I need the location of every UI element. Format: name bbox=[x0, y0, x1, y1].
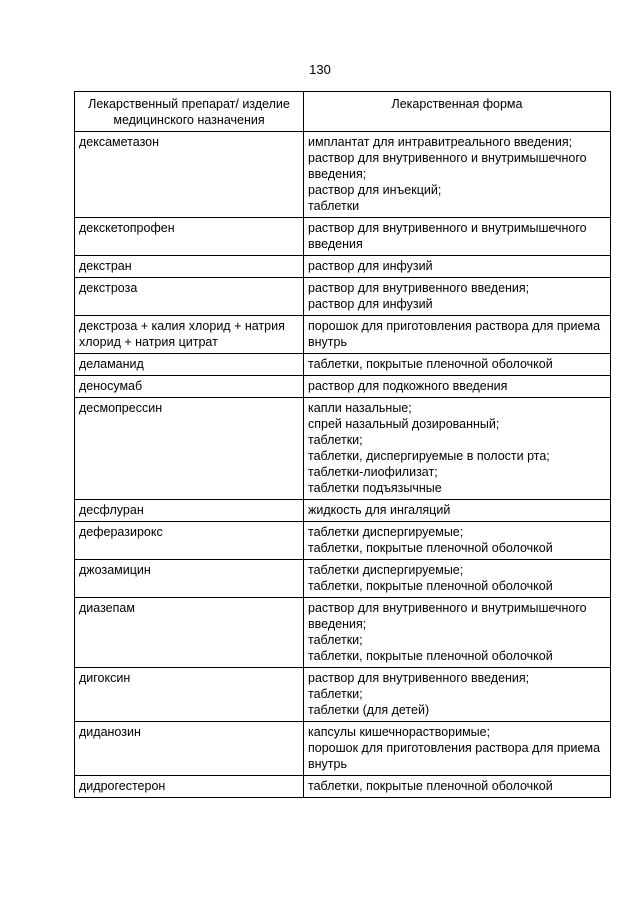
drug-name: деферазирокс bbox=[75, 522, 304, 560]
dosage-form: раствор для внутривенного введения; bbox=[308, 281, 530, 295]
drug-name: дексаметазон bbox=[75, 132, 304, 218]
drug-name: диданозин bbox=[75, 722, 304, 776]
dosage-form: капсулы кишечнорастворимые; bbox=[308, 725, 491, 739]
dosage-form: раствор для внутривенного введения; bbox=[308, 671, 530, 685]
header-form: Лекарственная форма bbox=[304, 92, 611, 132]
dosage-forms bbox=[304, 398, 611, 500]
dosage-form: капли назальные; bbox=[308, 401, 412, 415]
table-row bbox=[75, 500, 611, 522]
dosage-form: таблетки-лиофилизат; bbox=[308, 465, 438, 479]
dosage-form: таблетки подъязычные bbox=[308, 481, 442, 495]
drug-name: декскетопрофен bbox=[75, 218, 304, 256]
table-row bbox=[75, 218, 611, 256]
table-row bbox=[75, 598, 611, 668]
dosage-form: таблетки диспергируемые; bbox=[308, 525, 464, 539]
dosage-forms bbox=[304, 376, 611, 398]
table-row bbox=[75, 722, 611, 776]
dosage-form: таблетки, покрытые пленочной оболочкой bbox=[308, 541, 553, 555]
dosage-forms bbox=[304, 278, 611, 316]
dosage-forms bbox=[304, 132, 611, 218]
drug-name: декстран bbox=[75, 256, 304, 278]
dosage-forms bbox=[304, 668, 611, 722]
table-row bbox=[75, 398, 611, 500]
dosage-forms bbox=[304, 522, 611, 560]
dosage-form: спрей назальный дозированный; bbox=[308, 417, 500, 431]
dosage-form: раствор для внутривенного и внутримышечного введения; bbox=[308, 601, 587, 631]
drug-name: джозамицин bbox=[75, 560, 304, 598]
drug-name: декстроза bbox=[75, 278, 304, 316]
dosage-form: таблетки (для детей) bbox=[308, 703, 430, 717]
drug-name: дигоксин bbox=[75, 668, 304, 722]
dosage-forms bbox=[304, 722, 611, 776]
drug-name: деносумаб bbox=[75, 376, 304, 398]
table-row bbox=[75, 132, 611, 218]
dosage-forms bbox=[304, 354, 611, 376]
dosage-form: раствор для инфузий bbox=[308, 259, 433, 273]
dosage-forms bbox=[304, 500, 611, 522]
dosage-form: таблетки bbox=[308, 199, 360, 213]
table-row bbox=[75, 256, 611, 278]
dosage-form: имплантат для интравитреального введения; bbox=[308, 135, 573, 149]
dosage-form: таблетки, покрытые пленочной оболочкой bbox=[308, 579, 553, 593]
dosage-forms bbox=[304, 218, 611, 256]
dosage-form: порошок для приготовления раствора для приема внутрь bbox=[308, 741, 601, 771]
header-drug: Лекарственный препарат/ изделие медицинского назначения bbox=[75, 92, 304, 132]
dosage-form: таблетки; bbox=[308, 633, 363, 647]
table-row bbox=[75, 776, 611, 798]
drug-name: диазепам bbox=[75, 598, 304, 668]
dosage-form: таблетки; bbox=[308, 433, 363, 447]
header-row bbox=[75, 92, 611, 132]
dosage-form: таблетки; bbox=[308, 687, 363, 701]
dosage-forms bbox=[304, 598, 611, 668]
dosage-form: таблетки диспергируемые; bbox=[308, 563, 464, 577]
table-row bbox=[75, 522, 611, 560]
table-row bbox=[75, 560, 611, 598]
drug-name: дидрогестерон bbox=[75, 776, 304, 798]
dosage-form: раствор для подкожного введения bbox=[308, 379, 508, 393]
drug-forms-table bbox=[74, 91, 611, 798]
table-row bbox=[75, 376, 611, 398]
table-row bbox=[75, 668, 611, 722]
table-row bbox=[75, 354, 611, 376]
drug-name: декстроза + калия хлорид + натрия хлорид + натрия цитрат bbox=[75, 316, 304, 354]
dosage-form: таблетки, покрытые пленочной оболочкой bbox=[308, 357, 553, 371]
dosage-form: раствор для внутривенного и внутримышечного введения; bbox=[308, 151, 587, 181]
drug-name: десмопрессин bbox=[75, 398, 304, 500]
table-body bbox=[75, 132, 611, 798]
dosage-forms bbox=[304, 560, 611, 598]
dosage-form: раствор для инъекций; bbox=[308, 183, 442, 197]
dosage-forms bbox=[304, 316, 611, 354]
dosage-forms bbox=[304, 256, 611, 278]
dosage-form: таблетки, покрытые пленочной оболочкой bbox=[308, 649, 553, 663]
table-row bbox=[75, 316, 611, 354]
dosage-form: таблетки, покрытые пленочной оболочкой bbox=[308, 779, 553, 793]
dosage-form: порошок для приготовления раствора для приема внутрь bbox=[308, 319, 601, 349]
table-header bbox=[75, 92, 611, 132]
dosage-form: раствор для инфузий bbox=[308, 297, 433, 311]
page-number: 130 bbox=[309, 62, 331, 77]
table-row bbox=[75, 278, 611, 316]
dosage-form: жидкость для ингаляций bbox=[308, 503, 451, 517]
drug-name: деламанид bbox=[75, 354, 304, 376]
dosage-forms bbox=[304, 776, 611, 798]
dosage-form: раствор для внутривенного и внутримышечного введения bbox=[308, 221, 587, 251]
dosage-form: таблетки, диспергируемые в полости рта; bbox=[308, 449, 550, 463]
drug-name: десфлуран bbox=[75, 500, 304, 522]
